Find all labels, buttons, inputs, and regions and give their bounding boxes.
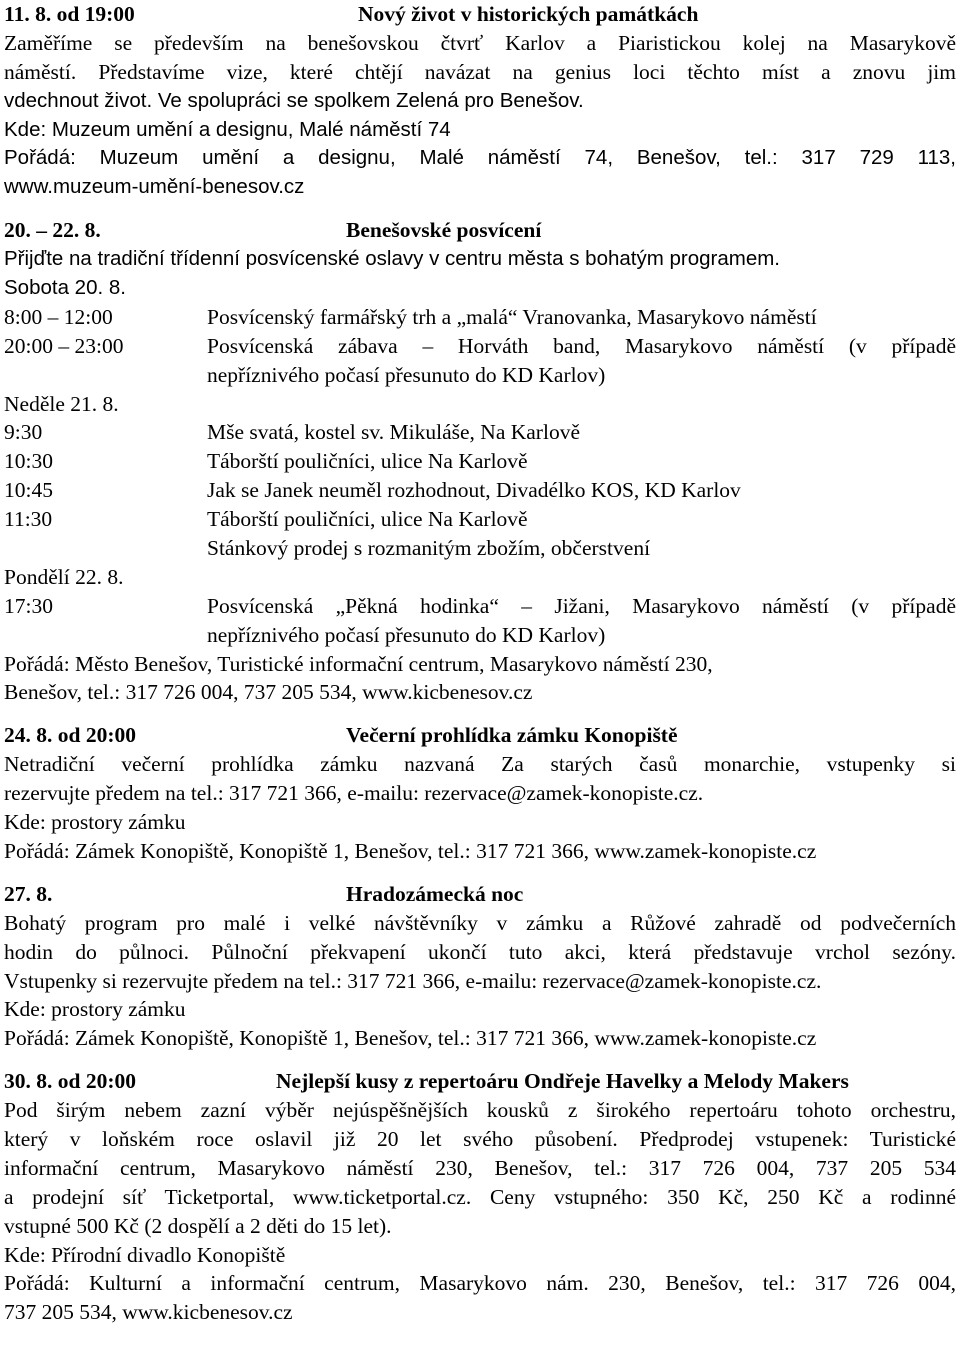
event-organizer: Pořádá: Zámek Konopiště, Konopiště 1, Benešov, tel.: 317 721 366, www.zamek-konopiste.cz xyxy=(4,838,817,863)
program-time: 17:30 xyxy=(4,593,53,618)
program-text: Táborští pouličníci, ulice Na Karlově xyxy=(207,507,528,532)
event-date: 27. 8. xyxy=(4,881,53,906)
event-description-line: který v loňském roce oslavil již 20 let svého působení. Předprodej vstupenek: Turistické xyxy=(4,1126,956,1151)
event-20-22-8 xyxy=(4,216,956,707)
event-title: Nejlepší kusy z repertoáru Ondřeje Havelky a Melody Makers xyxy=(276,1069,849,1094)
event-description-line: Vstupenky si rezervujte předem na tel.: 317 721 366, e-mailu: rezervace@zamek-konopiste.cz. xyxy=(4,968,822,993)
event-title: Nový život v historických památkách xyxy=(358,2,699,26)
event-30-8 xyxy=(4,1067,956,1327)
organizer-rest: Turistické informační centrum, Masarykovo náměstí 230, xyxy=(212,651,713,676)
event-title: Večerní prohlídka zámku Konopiště xyxy=(346,723,678,748)
program-text-continued: nepříznivého počasí přesunuto do KD Karlov) xyxy=(207,622,606,647)
program-text: Táborští pouličníci, ulice Na Karlově xyxy=(207,449,528,474)
program-item xyxy=(4,447,956,476)
organizer-prefix: Pořádá: Město Benešov, xyxy=(4,651,213,676)
event-description-line: Pod širým nebem zazní výběr nejúspěšnějších kousků z širokého repertoáru tohoto orchestru, xyxy=(4,1098,956,1123)
program-text-continued: nepříznivého počasí přesunuto do KD Karlov) xyxy=(207,362,606,387)
program-text-continued: Stánkový prodej s rozmanitým zbožím, občerstvení xyxy=(207,536,651,561)
event-title: Hradozámecká noc xyxy=(346,881,524,906)
event-description-line: rezervujte předem na tel.: 317 721 366, e-mailu: rezervace@zamek-konopiste.cz. xyxy=(4,781,704,806)
program-time: 9:30 xyxy=(4,420,43,445)
event-description-line: vdechnout život. Ve spolupráci se spolkem Zelená pro Benešov. xyxy=(4,88,584,112)
event-header xyxy=(4,1067,956,1096)
program-item xyxy=(4,505,956,534)
event-date: 24. 8. od 20:00 xyxy=(4,723,136,748)
event-organizer: Pořádá: Kulturní a informační centrum, Masarykovo nám. 230, Benešov, tel.: 317 726 004, xyxy=(4,1271,956,1296)
event-location: Kde: prostory zámku xyxy=(4,997,186,1022)
event-intro: Přijďte na tradiční třídenní posvícenské oslavy v centru města s bohatým programem. xyxy=(4,247,780,271)
program-text: Mše svatá, kostel sv. Mikuláše, Na Karlově xyxy=(207,420,580,445)
day-label: Sobota 20. 8. xyxy=(4,276,126,300)
program-text: Posvícenská zábava – Horváth band, Masarykovo náměstí (v případě xyxy=(207,333,956,358)
program-time: 8:00 – 12:00 xyxy=(4,304,113,329)
event-27-8 xyxy=(4,880,956,1053)
program-time: 10:45 xyxy=(4,478,53,503)
program-time: 10:30 xyxy=(4,449,53,474)
event-date: 30. 8. od 20:00 xyxy=(4,1069,136,1094)
program-item xyxy=(4,418,956,447)
event-description-line: Netradiční večerní prohlídka zámku nazvaná Za starých časů monarchie, vstupenky si xyxy=(4,752,956,777)
event-organizer xyxy=(4,650,956,679)
day-label: Neděle 21. 8. xyxy=(4,391,119,416)
spacer xyxy=(4,866,956,880)
event-organizer-url: www.muzeum-umění-benesov.cz xyxy=(4,175,305,199)
program-time: 11:30 xyxy=(4,507,53,532)
event-description-line: informační centrum, Masarykovo náměstí 230, Benešov, tel.: 317 726 004, 737 205 534 xyxy=(4,1155,956,1180)
spacer xyxy=(4,202,956,216)
day-label: Pondělí 22. 8. xyxy=(4,564,124,589)
event-description-line: Zaměříme se především na benešovskou čtvrť Karlov a Piaristickou kolej na Masarykově xyxy=(4,30,956,55)
event-date: 11. 8. od 19:00 xyxy=(4,2,135,26)
spacer xyxy=(4,1053,956,1067)
event-description-line: náměstí. Představíme vize, které chtějí navázat na genius loci těchto míst a znovu jim xyxy=(4,59,956,84)
event-organizer-contact: Benešov, tel.: 317 726 004, 737 205 534, www.kicbenesov.cz xyxy=(4,680,533,705)
event-24-8 xyxy=(4,721,956,865)
event-date: 20. – 22. 8. xyxy=(4,218,101,243)
event-location: Kde: Muzeum umění a designu, Malé náměstí 74 xyxy=(4,117,451,141)
event-description-line: vstupné 500 Kč (2 dospělí a 2 děti do 15 let). xyxy=(4,1213,392,1238)
event-header xyxy=(4,216,956,245)
event-header xyxy=(4,721,956,750)
event-organizer: Pořádá: Muzeum umění a designu, Malé náměstí 74, Benešov, tel.: 317 729 113, xyxy=(4,146,956,170)
spacer xyxy=(4,707,956,721)
event-title: Benešovské posvícení xyxy=(346,218,542,243)
event-description-line: Bohatý program pro malé i velké návštěvníky v zámku a Růžové zahradě od podvečerních xyxy=(4,910,956,935)
event-header xyxy=(4,0,956,29)
program-item xyxy=(4,332,956,361)
event-header xyxy=(4,880,956,909)
event-description-line: hodin do půlnoci. Půlnoční překvapení ukončí tuto akci, která představuje vrchol sezóny. xyxy=(4,939,956,964)
program-item xyxy=(4,592,956,621)
event-11-8 xyxy=(4,0,956,202)
event-organizer: Pořádá: Zámek Konopiště, Konopiště 1, Benešov, tel.: 317 721 366, www.zamek-konopiste.cz xyxy=(4,1026,817,1051)
program-item xyxy=(4,303,956,332)
program-time: 20:00 – 23:00 xyxy=(4,333,124,358)
program-text: Posvícenský farmářský trh a „malá“ Vranovanka, Masarykovo náměstí xyxy=(207,304,817,329)
program-item xyxy=(4,476,956,505)
event-location: Kde: Přírodní divadlo Konopiště xyxy=(4,1242,286,1267)
event-organizer-contact: 737 205 534, www.kicbenesov.cz xyxy=(4,1300,293,1325)
program-text: Jak se Janek neuměl rozhodnout, Divadélko KOS, KD Karlov xyxy=(207,478,741,503)
program-text: Posvícenská „Pěkná hodinka“ – Jižani, Masarykovo náměstí (v případě xyxy=(207,593,956,618)
event-description-line: a prodejní síť Ticketportal, www.ticketportal.cz. Ceny vstupného: 350 Kč, 250 Kč a rodinné xyxy=(4,1184,956,1209)
event-location: Kde: prostory zámku xyxy=(4,810,186,835)
